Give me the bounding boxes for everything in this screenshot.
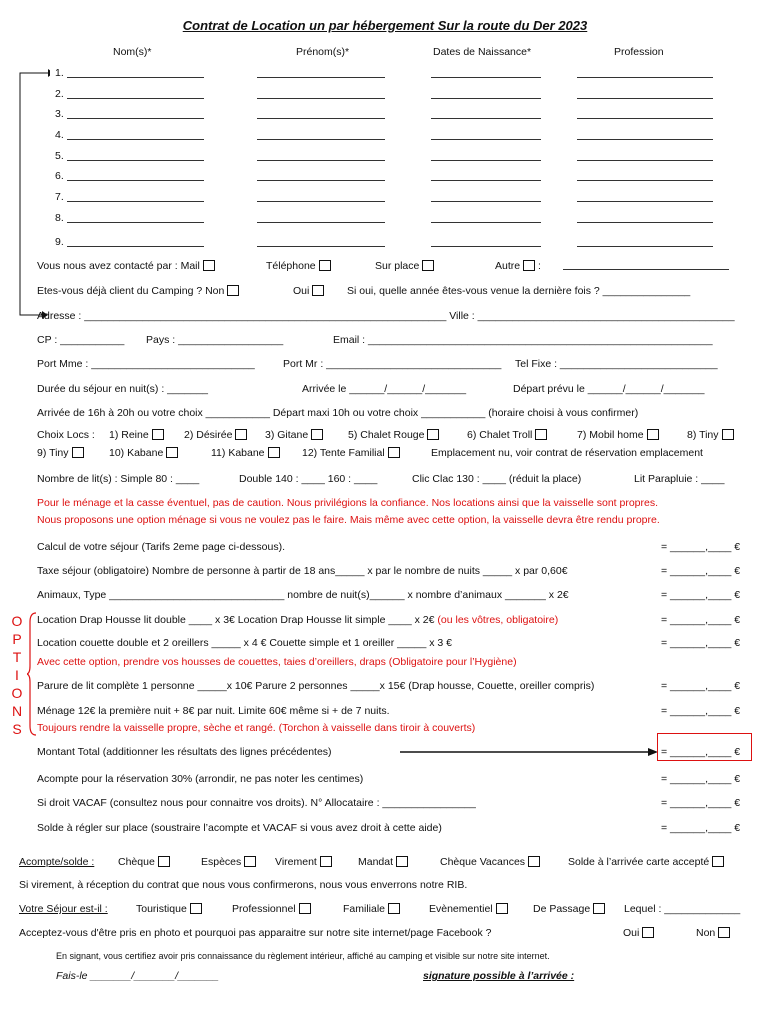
person-row [0,108,770,121]
photo-oui-label: Oui [623,927,640,939]
fait-le-field: Fais-le _______/_______/_______ [56,970,219,982]
loc-option [577,429,659,442]
row-number: 5. [55,150,64,162]
loc-label: 7) Mobil home [577,429,644,441]
paiement-option [358,856,408,869]
client-annee: Si oui, quelle année êtes-vous venue la dernière fois ? _______________ [347,285,691,297]
telephone-label: Téléphone [266,260,316,272]
sejour-label: Votre Séjour est-il : [19,903,108,915]
profession-field[interactable] [577,180,713,181]
header-profession: Profession [614,46,664,58]
lits-simple: Nombre de lit(s) : Simple 80 : ____ [37,473,200,485]
eq-animaux[interactable]: = ______,____ € [661,589,741,601]
row-number: 3. [55,108,64,120]
tel-option [266,260,331,273]
row-number: 7. [55,191,64,203]
loc-label: 12) Tente Familial [302,447,385,459]
loc-option [37,447,84,460]
paiement-checkbox[interactable] [244,856,256,867]
depart-field: Départ prévu le ______/______/_______ [513,383,705,395]
prenom-field[interactable] [257,201,385,202]
client-oui-label: Oui [293,285,310,297]
calc-parure: Parure de lit complète 1 personne _____x 10€ Parure 2 personnes _____x 15€ (Drap housse, Couette, oreiller compris) [37,680,595,692]
options-letter: N [11,703,23,719]
pays-field: Pays : __________________ [146,334,284,346]
eq-vacaf[interactable]: = ______,____ € [661,797,741,809]
loc-label: 5) Chalet Rouge [348,429,425,441]
loc-label: 10) Kabane [109,447,164,459]
loc-checkbox[interactable] [388,447,400,458]
sur-place-label: Sur place [375,260,420,272]
sejour-checkbox[interactable] [190,903,202,914]
drap-red-note: (ou les vôtres, obligatoire) [437,614,559,626]
nom-field[interactable] [67,118,204,119]
loc-checkbox[interactable] [166,447,178,458]
loc-label: 9) Tiny [37,447,69,459]
calc-animaux: Animaux, Type ______________________________ nombre de nuit(s)______ x nombre d’animaux _______ x 2€ [37,589,569,601]
paiement-checkbox[interactable] [158,856,170,867]
loc-option [211,447,280,460]
profession-field[interactable] [577,139,713,140]
signature-label: signature possible à l’arrivée : [423,970,575,982]
loc-label: 2) Désirée [184,429,233,441]
calc-taxe: Taxe séjour (obligatoire) Nombre de personne à partir de 18 ans_____ x par le nombre de nuits _____ x par 0,60€ [37,565,568,577]
profession-field[interactable] [577,98,713,99]
lits-double: Double 140 : ____ 160 : ____ [239,473,378,485]
sejour-checkbox[interactable] [593,903,605,914]
row-number: 2. [55,88,64,100]
sejour-checkbox[interactable] [388,903,400,914]
emplacement-label: Emplacement nu, voir contrat de réservation emplacement [431,447,703,459]
loc-checkbox[interactable] [235,429,247,440]
options-letter: O [11,685,23,701]
person-row [0,67,770,80]
header-nom: Nom(s)* [113,46,152,58]
nom-field[interactable] [67,201,204,202]
calc-couette: Location couette double et 2 oreillers _____ x 4 € Couette simple et 1 oreiller _____ x 3 € [37,637,453,649]
total-arrow-icon [400,746,658,758]
sejour-option [533,903,605,916]
sejour-label: Professionnel [232,903,296,915]
calc-vacaf: Si droit VACAF (consultez nous pour connaitre vos droits). N° Allocataire : ________________ [37,797,476,809]
adresse-line: Adresse : ______________________________________________________________ Ville : ____________________________________________ [37,310,735,322]
naissance-field[interactable] [431,201,541,202]
naissance-field[interactable] [431,222,541,223]
person-row [0,236,770,249]
cp-field: CP : ___________ [37,334,125,346]
paiement-checkbox[interactable] [528,856,540,867]
sejour-label: Familiale [343,903,386,915]
prenom-field[interactable] [257,246,385,247]
drap-text: Location Drap Housse lit double ____ x 3€ Location Drap Housse lit simple ____ x 2€ [37,614,438,626]
sejour-option [343,903,400,916]
eq-parure[interactable]: = ______,____ € [661,680,741,692]
paiement-option [201,856,256,869]
loc-option [109,447,178,460]
arrivee-field: Arrivée le ______/______/_______ [302,383,467,395]
person-row [0,212,770,225]
loc-option [467,429,547,442]
nom-field[interactable] [67,222,204,223]
loc-option [109,429,164,442]
row-number: 6. [55,170,64,182]
paiement-option [275,856,332,869]
sejour-checkbox[interactable] [299,903,311,914]
person-row [0,170,770,183]
prenom-field[interactable] [257,77,385,78]
sejour-label: De Passage [533,903,591,915]
row-number: 1. [55,67,64,79]
calc-acompte: Acompte pour la réservation 30% (arrondir, ne pas noter les centimes) [37,773,364,785]
email-field: Email : ___________________________________________________________ [333,334,713,346]
paiement-checkbox[interactable] [320,856,332,867]
naissance-field[interactable] [431,77,541,78]
nom-field[interactable] [67,139,204,140]
client-non-checkbox[interactable] [227,285,239,296]
loc-option [265,429,323,442]
profession-field[interactable] [577,118,713,119]
naissance-field[interactable] [431,98,541,99]
loc-label: 3) Gitane [265,429,309,441]
loc-checkbox[interactable] [722,429,734,440]
calc-menage: Ménage 12€ la première nuit + 8€ par nuit. Limite 60€ même si + de 7 nuits. [37,705,390,717]
photo-oui [623,927,654,940]
nom-field[interactable] [67,246,204,247]
row-number: 8. [55,212,64,224]
sur-place-checkbox[interactable] [422,260,434,271]
client-oui [293,285,324,298]
profession-field[interactable] [577,246,713,247]
eq-taxe[interactable]: = ______,____ € [661,565,741,577]
paiement-option [118,856,170,869]
loc-option [348,429,439,442]
loc-checkbox[interactable] [427,429,439,440]
telephone-checkbox[interactable] [319,260,331,271]
duree-field: Durée du séjour en nuit(s) : _______ [37,383,209,395]
loc-option [184,429,247,442]
locs-label: Choix Locs : [37,429,95,441]
lequel-field: Lequel : _____________ [624,903,741,915]
menage-note: Toujours rendre la vaisselle propre, sèche et rangé. (Torchon à vaisselle dans tiroir à couverts) [37,722,476,734]
eq-solde[interactable]: = ______,____ € [661,822,741,834]
surplace-option [375,260,434,273]
sejour-option [136,903,202,916]
port-mr-field: Port Mr : ______________________________ [283,358,502,370]
row-number: 9. [55,236,64,248]
client-line [37,285,239,298]
loc-label: 6) Chalet Troll [467,429,533,441]
sejour-option [232,903,311,916]
nom-field[interactable] [67,98,204,99]
photo-non-label: Non [696,927,716,939]
prenom-field[interactable] [257,118,385,119]
naissance-field[interactable] [431,160,541,161]
options-letter: O [11,613,23,629]
nom-field[interactable] [67,77,204,78]
prenom-field[interactable] [257,160,385,161]
options-letter: I [15,667,19,683]
photo-non [696,927,730,940]
autre-colon: : [538,260,541,272]
naissance-field[interactable] [431,118,541,119]
autre-field[interactable] [563,269,729,270]
contact-label: Vous nous avez contacté par : Mail [37,260,200,272]
profession-field[interactable] [577,160,713,161]
signature-note: En signant, vous certifiez avoir pris connaissance du règlement intérieur, affiché au camping et visible sur notre site internet. [56,951,550,961]
nom-field[interactable] [67,180,204,181]
port-mme-field: Port Mme : ____________________________ [37,358,255,370]
person-row [0,150,770,163]
eq-menage[interactable]: = ______,____ € [661,705,741,717]
paiement-label: Solde à l’arrivée carte accepté [568,856,710,868]
loc-option [687,429,734,442]
nom-field[interactable] [67,160,204,161]
paiement-label: Chèque Vacances [440,856,526,868]
horaires-line: Arrivée de 16h à 20h ou votre choix ___________ Départ maxi 10h ou votre choix ___________ (horaire choisi à vous confirmer) [37,407,639,419]
loc-checkbox[interactable] [268,447,280,458]
client-oui-checkbox[interactable] [312,285,324,296]
naissance-field[interactable] [431,139,541,140]
loc-option [302,447,400,460]
photo-oui-checkbox[interactable] [642,927,654,938]
person-row [0,88,770,101]
header-naissance: Dates de Naissance* [433,46,532,58]
calc-total: Montant Total (additionner les résultats des lignes précédentes) [37,746,332,758]
sejour-checkbox[interactable] [496,903,508,914]
eq-acompte[interactable]: = ______,____ € [661,773,741,785]
sejour-label: Touristique [136,903,187,915]
loc-checkbox[interactable] [152,429,164,440]
profession-field[interactable] [577,77,713,78]
loc-label: 8) Tiny [687,429,719,441]
loc-checkbox[interactable] [535,429,547,440]
lits-clic: Clic Clac 130 : ____ (réduit la place) [412,473,582,485]
eq-drap[interactable]: = ______,____ € [661,614,741,626]
paiement-checkbox[interactable] [396,856,408,867]
prenom-field[interactable] [257,139,385,140]
tel-fixe-field: Tel Fixe : ___________________________ [515,358,718,370]
sejour-label: Evènementiel [429,903,493,915]
naissance-field[interactable] [431,180,541,181]
couette-note: Avec cette option, prendre vos housses de couettes, taies d’oreillers, draps (Obligatoire pour l’Hygiène) [37,656,517,668]
paiement-checkbox[interactable] [712,856,724,867]
photo-non-checkbox[interactable] [718,927,730,938]
prenom-field[interactable] [257,180,385,181]
loc-label: 1) Reine [109,429,149,441]
contact-line [37,260,215,273]
options-letter: S [12,721,22,737]
person-row [0,129,770,142]
lits-parapluie: Lit Parapluie : ____ [634,473,725,485]
calc-drap [37,614,558,627]
prenom-field[interactable] [257,222,385,223]
paiement-label: Espèces [201,856,242,868]
calc-solde: Solde à régler sur place (soustraire l’acompte et VACAF si vous avez droit à cette aide) [37,822,442,834]
photo-label: Acceptez-vous d'être pris en photo et pourquoi pas apparaitre sur notre site internet/page Facebook ? [19,927,492,939]
paiement-label: Mandat [358,856,394,868]
loc-checkbox[interactable] [647,429,659,440]
row-number: 4. [55,129,64,141]
options-letter: T [12,649,22,665]
paiement-label: Chèque [118,856,155,868]
paiement-option [568,856,724,869]
page-title: Contrat de Location un par hébergement Sur la route du Der 2023 [182,18,588,33]
options-brace-icon [27,612,37,736]
options-letter: P [12,631,22,647]
person-row [0,191,770,204]
calc-sejour: Calcul de votre séjour (Tarifs 2eme page ci-dessous). [37,541,286,553]
header-prenom: Prénom(s)* [296,46,350,58]
rib-note: Si virement, à réception du contrat que nous vous confirmerons, nous vous enverrons notre RIB. [19,879,468,891]
loc-checkbox[interactable] [311,429,323,440]
autre-checkbox[interactable] [523,260,535,271]
client-label: Etes-vous déjà client du Camping ? Non [37,285,225,297]
red-note-1: Pour le ménage et la casse éventuel, pas de caution. Nous privilégions la confiance. Nos locations ainsi que la vaisselle sont propres. [37,497,659,509]
sejour-option [429,903,508,916]
eq-couette[interactable]: = ______,____ € [661,637,741,649]
loc-label: 11) Kabane [211,447,265,459]
autre-option [495,260,541,273]
red-note-2: Nous proposons une option ménage si vous ne voulez pas le faire. Mais même avec cette option, la vaisselle devra être rendu propre. [37,514,660,526]
paiement-option [440,856,540,869]
mail-checkbox[interactable] [203,260,215,271]
naissance-field[interactable] [431,246,541,247]
eq-total[interactable]: = ______,____ € [661,746,741,758]
profession-field[interactable] [577,222,713,223]
eq-sejour[interactable]: = ______,____ € [661,541,741,553]
loc-checkbox[interactable] [72,447,84,458]
autre-label: Autre [495,260,521,272]
prenom-field[interactable] [257,98,385,99]
profession-field[interactable] [577,201,713,202]
paiement-label: Acompte/solde : [19,856,95,868]
paiement-label: Virement [275,856,317,868]
